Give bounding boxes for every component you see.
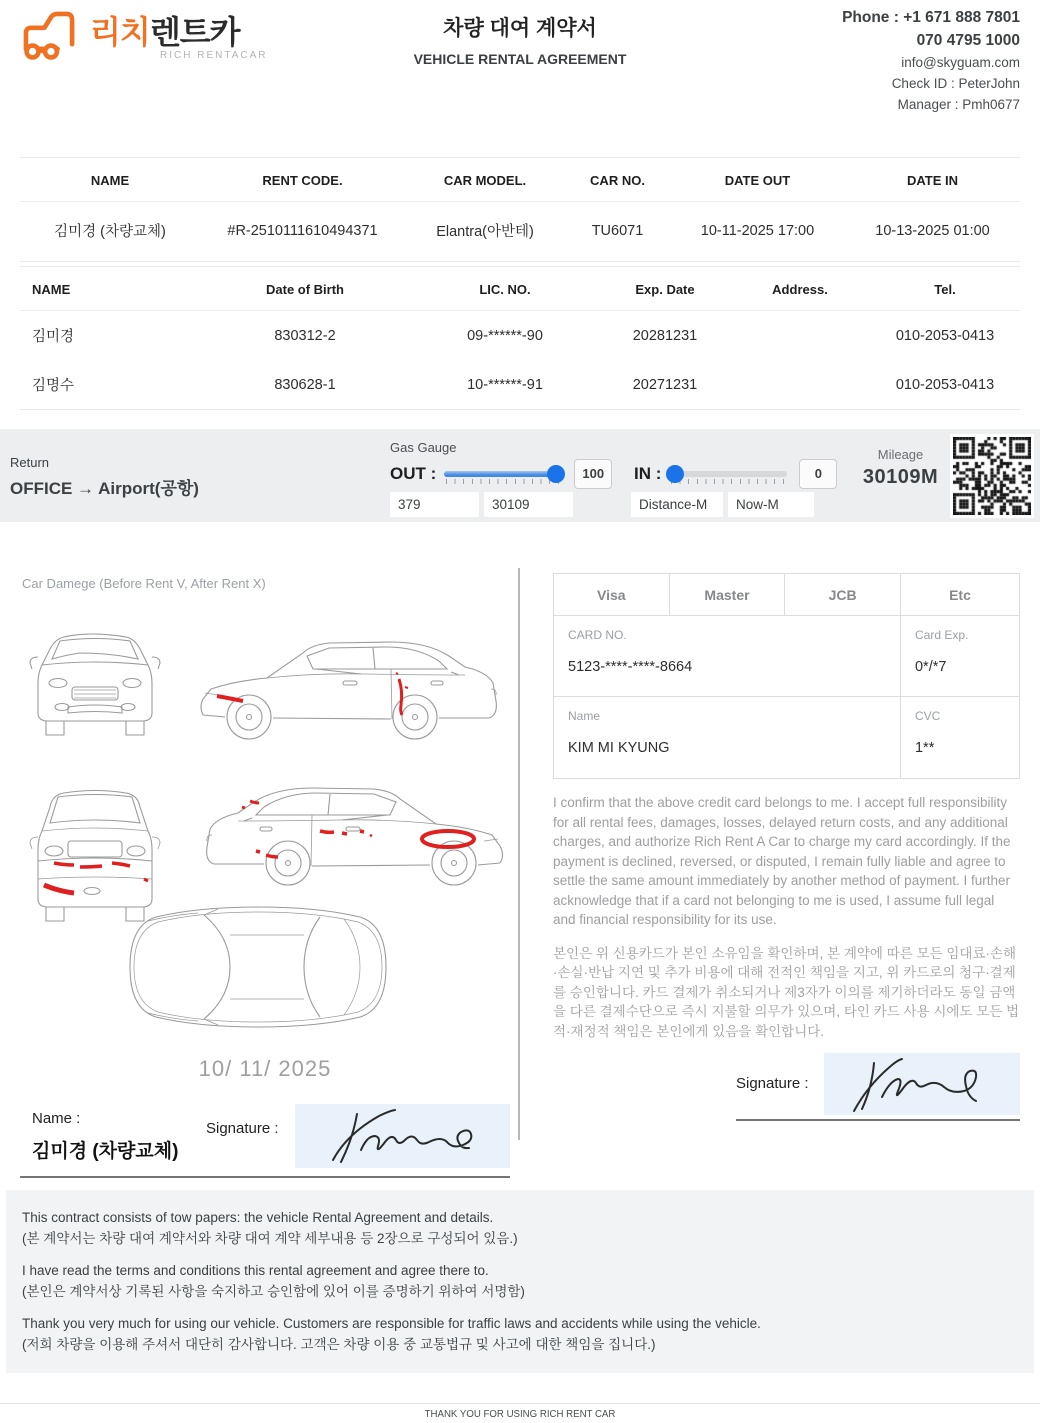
contact-email: info@skyguam.com [901,55,1020,70]
bottom-divider [0,1403,1040,1404]
car-model: Elantra(아반테) [436,224,534,240]
signature-pad-left[interactable] [295,1104,510,1168]
driver-lic: 10-******-91 [467,376,543,393]
contract-notes [6,1190,1034,1373]
out-now-input[interactable] [484,492,573,517]
col-dob: Date of Birth [200,267,410,311]
driver-dob: 830312-2 [274,327,336,344]
car-front-view [30,634,160,735]
note-line-ko: (저희 차량을 이용해 주셔서 대단히 감사합니다. 고객은 차량 이용 중 교통법규 및 사고에 대한 책임을 집니다.) [22,1337,656,1352]
mileage-label: Mileage [877,447,924,462]
table-row [20,311,1020,361]
credit-card-table [553,573,1020,779]
car-damage-title: Car Damege (Before Rent V, After Rent X) [22,576,266,591]
driver-info-table [20,266,1020,410]
gas-in-value: 0 [799,459,837,489]
name-label: Name : [32,1110,81,1127]
slider-ticks [446,479,560,484]
out-distance-input[interactable] [390,492,479,517]
col-rent-code: RENT CODE. [200,158,405,202]
signing-date: 10/ 11/ 2025 [198,1056,332,1081]
gas-in-slider[interactable] [669,465,787,483]
card-type-etc[interactable]: Etc [901,574,1019,616]
rental-table-header-row [20,158,1020,202]
page-title: 차량 대여 계약서 [443,17,597,40]
rental-info-table [20,157,1020,262]
card-name-label: Name [568,709,601,723]
company-logo [18,8,267,71]
date-in: 10-13-2025 01:00 [875,222,990,239]
driver-address [730,360,870,410]
table-row [20,202,1020,262]
truck-icon [18,8,84,71]
gas-gauge-label: Gas Gauge [390,440,457,455]
card-type-visa[interactable]: Visa [554,574,670,616]
slider-ticks [671,479,785,484]
card-no-value: 5123-****-****-8664 [568,659,693,675]
note-line-ko: (본인은 계약서상 기록된 사항을 숙지하고 승인함에 있어 이를 증명하기 위하여 서명함) [22,1284,525,1299]
rent-code: #R-2510111610494371 [227,222,378,239]
col-lic-no: LIC. NO. [410,267,600,311]
contact-phone-1: Phone : +1 671 888 7801 [842,9,1020,26]
logo-text-rentacar: 렌트카 [149,14,240,50]
driver-tel: 010-2053-0413 [895,376,995,393]
thank-you-line: THANK YOU FOR USING RICH RENT CAR [424,1408,616,1420]
confirmation-text-en: I confirm that the above credit card belongs to me. I accept full responsibility for all rental fees, damages, losses, delayed return costs, and any additional charges, and authorize Rich Rent A Car to charge my card accordingly. If the payment is declined, reversed, or disputed, I remain fully liable and agree to settle the same amount immediately by another method of payment. I further acknowledge that if a card not belonging to me is used, I assume full legal and financial responsibility for its use. [553,795,1011,927]
renter-name: 김미경 (차량교체) [54,224,166,240]
col-car-model: CAR MODEL. [405,158,565,202]
driver-address [730,311,870,361]
signature-label-left: Signature : [206,1120,279,1137]
page-subtitle: VEHICLE RENTAL AGREEMENT [413,51,627,67]
date-out: 10-11-2025 17:00 [700,222,815,239]
note-line-en: I have read the terms and conditions this rental agreement and agree there to. [22,1263,489,1278]
cvc-value: 1** [914,740,935,756]
card-exp-value: 0*/*7 [914,659,947,675]
return-route: OFFICE → Airport(공항) [10,479,199,498]
note-line-en: Thank you very much for using our vehicle. Customers are responsible for traffic laws and accidents while using the vehicle. [22,1316,761,1331]
in-now-input[interactable] [728,492,814,517]
col-date-in: DATE IN [845,158,1020,202]
renter-name-signing: 김미경 (차량교체) [32,1141,179,1162]
col-exp-date: Exp. Date [600,267,730,311]
note-line-en: This contract consists of tow papers: the vehicle Rental Agreement and details. [22,1210,494,1225]
driver-name: 김명수 [32,378,75,394]
gas-in-label: IN : [634,464,662,483]
gas-out-label: OUT : [390,464,437,483]
col-date-out: DATE OUT [670,158,845,202]
gas-out-slider-handle[interactable] [547,465,565,483]
note-line-ko: (본 계약서는 차량 대여 계약서와 차량 대여 계약 세부내용 등 2장으로 구성되어 있음.) [22,1231,518,1246]
car-no: TU6071 [591,222,644,239]
signature-pad-right[interactable] [824,1053,1020,1115]
col-address: Address. [730,267,870,311]
column-divider [518,568,520,1140]
driver-name: 김미경 [32,329,75,345]
in-distance-input[interactable] [631,492,723,517]
gas-out-slider[interactable] [444,465,562,483]
car-damage-diagram[interactable] [20,595,510,1050]
driver-exp: 20281231 [632,327,698,344]
contact-check-id: Check ID : PeterJohn [891,76,1020,91]
card-type-master[interactable]: Master [670,574,786,616]
card-exp-label: Card Exp. [914,628,969,642]
table-row [20,360,1020,410]
mileage-value: 30109M [862,466,939,488]
contact-phone-2: 070 4795 1000 [916,32,1020,49]
driver-tel: 010-2053-0413 [895,327,995,344]
signature-label-right: Signature : [736,1075,809,1092]
col-name: NAME [20,158,200,202]
card-no-label: CARD NO. [568,628,627,642]
cvc-label: CVC [914,709,941,723]
driver-exp: 20271231 [632,376,698,393]
logo-text-rich: 리치 [90,14,150,50]
page-header [0,0,1040,157]
driver-lic: 09-******-90 [467,327,543,344]
col-car-no: CAR NO. [565,158,670,202]
col-driver-name: NAME [20,267,200,311]
driver-table-header-row [20,267,1020,311]
gauge-band [0,429,1040,522]
driver-dob: 830628-1 [274,376,336,393]
card-name-value: KIM MI KYUNG [568,740,670,756]
col-tel: Tel. [870,267,1020,311]
contact-manager: Manager : Pmh0677 [897,97,1020,112]
return-label: Return [10,455,50,470]
qr-code [950,434,1034,518]
card-type-jcb[interactable]: JCB [785,574,901,616]
gas-out-value: 100 [574,459,612,489]
logo-caption: RICH RENTACAR [160,50,268,61]
confirmation-text-ko: 본인은 위 신용카드가 본인 소유임을 확인하며, 본 계약에 따른 모든 임대료·손해·손실·반납 지연 및 추가 비용에 대해 전적인 책임을 지고, 위 카드로의 청구·결제를 승인합니다. 카드 결제가 취소되거나 제3자가 이의를 제기하더라도 동일 금액을 다른 결제수단으로 즉시 지불할 의무가 있으며, 타인 카드 사용 시에도 모든 법적·재정적 책임은 본인에게 있음을 확인합니다. [553,945,1020,1039]
contact-info [842,6,1020,115]
